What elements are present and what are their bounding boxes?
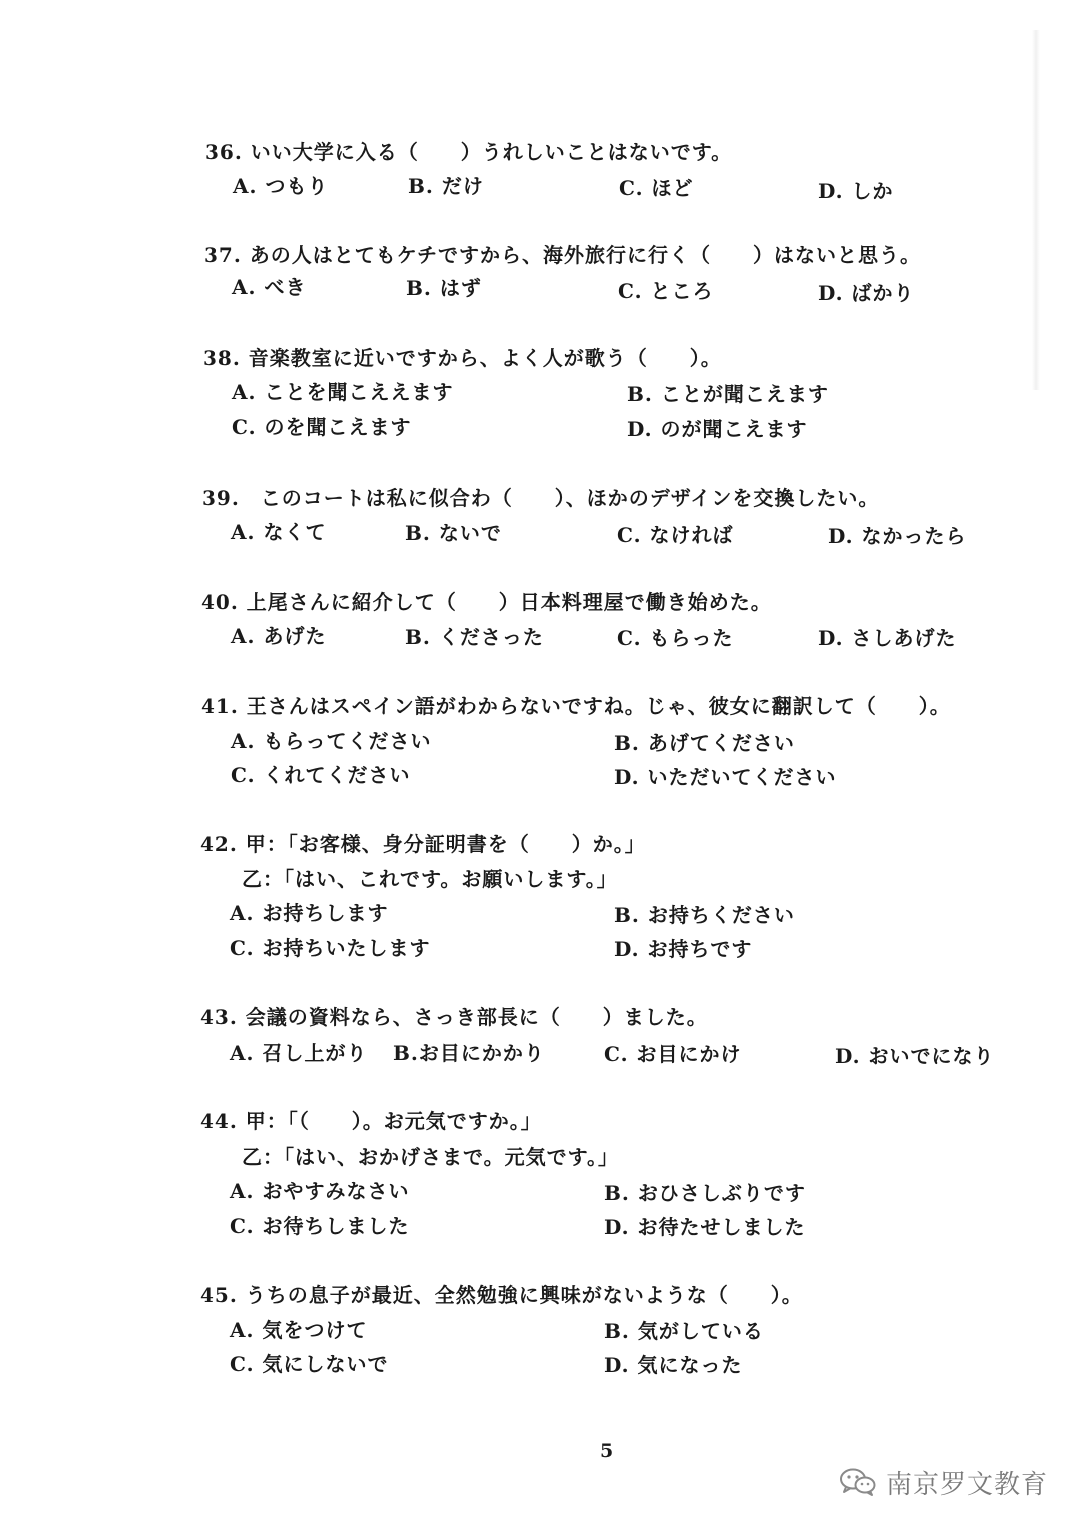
question-stem: 36. いい大学に入る（ ）うれしいことはないです。 <box>205 140 733 164</box>
option-a: A. ことを聞こええます <box>232 380 454 404</box>
question-stem: 41. 王さんはスペイン語がわからないですね。じゃ、彼女に翻訳して（ ）。 <box>201 694 951 718</box>
option-c: C. くれてください <box>231 763 411 787</box>
option-d: D. ばかり <box>818 281 915 305</box>
option-c: C. お持ちいたします <box>230 936 431 960</box>
question-stem: 43. 会議の資料なら、さっき部長に（ ）ました。 <box>200 1005 708 1029</box>
option-d: D. のが聞こえます <box>627 417 808 441</box>
option-a: A. なくて <box>231 520 327 544</box>
option-b: B. お持ちください <box>614 903 795 927</box>
option-a: A. 気をつけて <box>230 1318 368 1342</box>
option-d: D. しか <box>818 179 894 203</box>
option-b: B.お目にかかり <box>393 1041 545 1065</box>
option-b: B. ことが聞こえます <box>627 382 829 406</box>
option-d: D. おいでになり <box>835 1044 995 1068</box>
option-b: B. くださった <box>405 625 544 649</box>
option-b: B. 気がしている <box>604 1319 764 1343</box>
option-a: A. もらってください <box>231 729 432 753</box>
question-stem: 37. あの人はとてもケチですから、海外旅行に行く（ ）はないと思う。 <box>204 243 921 267</box>
option-b: B. ないで <box>405 521 502 545</box>
option-d: D. お待たせしました <box>604 1215 806 1239</box>
option-b: B. あげてください <box>614 731 795 755</box>
question-substem: 乙：「はい、これです。お願いします。」 <box>242 867 618 891</box>
option-c: C. もらった <box>617 626 734 650</box>
option-d: D. 気になった <box>604 1353 743 1377</box>
option-a: A. 召し上がり <box>230 1041 368 1065</box>
watermark-text: 南京罗文教育 <box>886 1469 1049 1500</box>
option-d: D. なかったら <box>828 524 967 548</box>
option-c: C. なければ <box>617 523 734 547</box>
question-stem: 39. このコートは私に似合わ（ ）、ほかのデザインを交換したい。 <box>202 486 880 510</box>
option-a: A. あげた <box>231 624 327 648</box>
question-stem: 42. 甲：「お客様、身分証明書を（ ）か。」 <box>200 832 646 856</box>
option-b: B. だけ <box>408 174 484 198</box>
option-c: C. 気にしないで <box>230 1352 389 1376</box>
wechat-icon <box>838 1466 878 1498</box>
question-stem: 45. うちの息子が最近、全然勉強に興味がないような（ ）。 <box>200 1283 803 1307</box>
scan-edge-shadow <box>1032 30 1040 390</box>
option-a: A. べき <box>232 275 307 299</box>
option-d: D. お持ちです <box>614 937 753 961</box>
question-stem: 40. 上尾さんに紹介して（ ）日本料理屋で働き始めた。 <box>201 590 772 614</box>
option-b: B. はず <box>406 276 482 300</box>
option-a: A. つもり <box>233 174 329 198</box>
option-b: B. おひさしぶりです <box>604 1181 806 1205</box>
option-d: D. いただいてください <box>614 765 837 789</box>
watermark <box>838 1462 1068 1502</box>
option-d: D. さしあげた <box>818 626 957 650</box>
option-a: A. おやすみなさい <box>230 1179 410 1203</box>
option-c: C. ところ <box>618 279 714 303</box>
option-a: A. お持ちします <box>230 901 389 925</box>
option-c: C. ほど <box>619 176 694 200</box>
question-stem: 44. 甲：「（ ）。お元気ですか。」 <box>200 1109 542 1133</box>
option-c: C. のを聞こえます <box>232 415 412 439</box>
page-number: 5 <box>600 1440 614 1462</box>
option-c: C. お待ちしました <box>230 1214 410 1238</box>
question-substem: 乙：「はい、おかげさまで。元気です。」 <box>242 1145 619 1169</box>
question-stem: 38. 音楽教室に近いですから、よく人が歌う（ ）。 <box>203 346 722 370</box>
option-c: C. お目にかけ <box>604 1042 742 1066</box>
